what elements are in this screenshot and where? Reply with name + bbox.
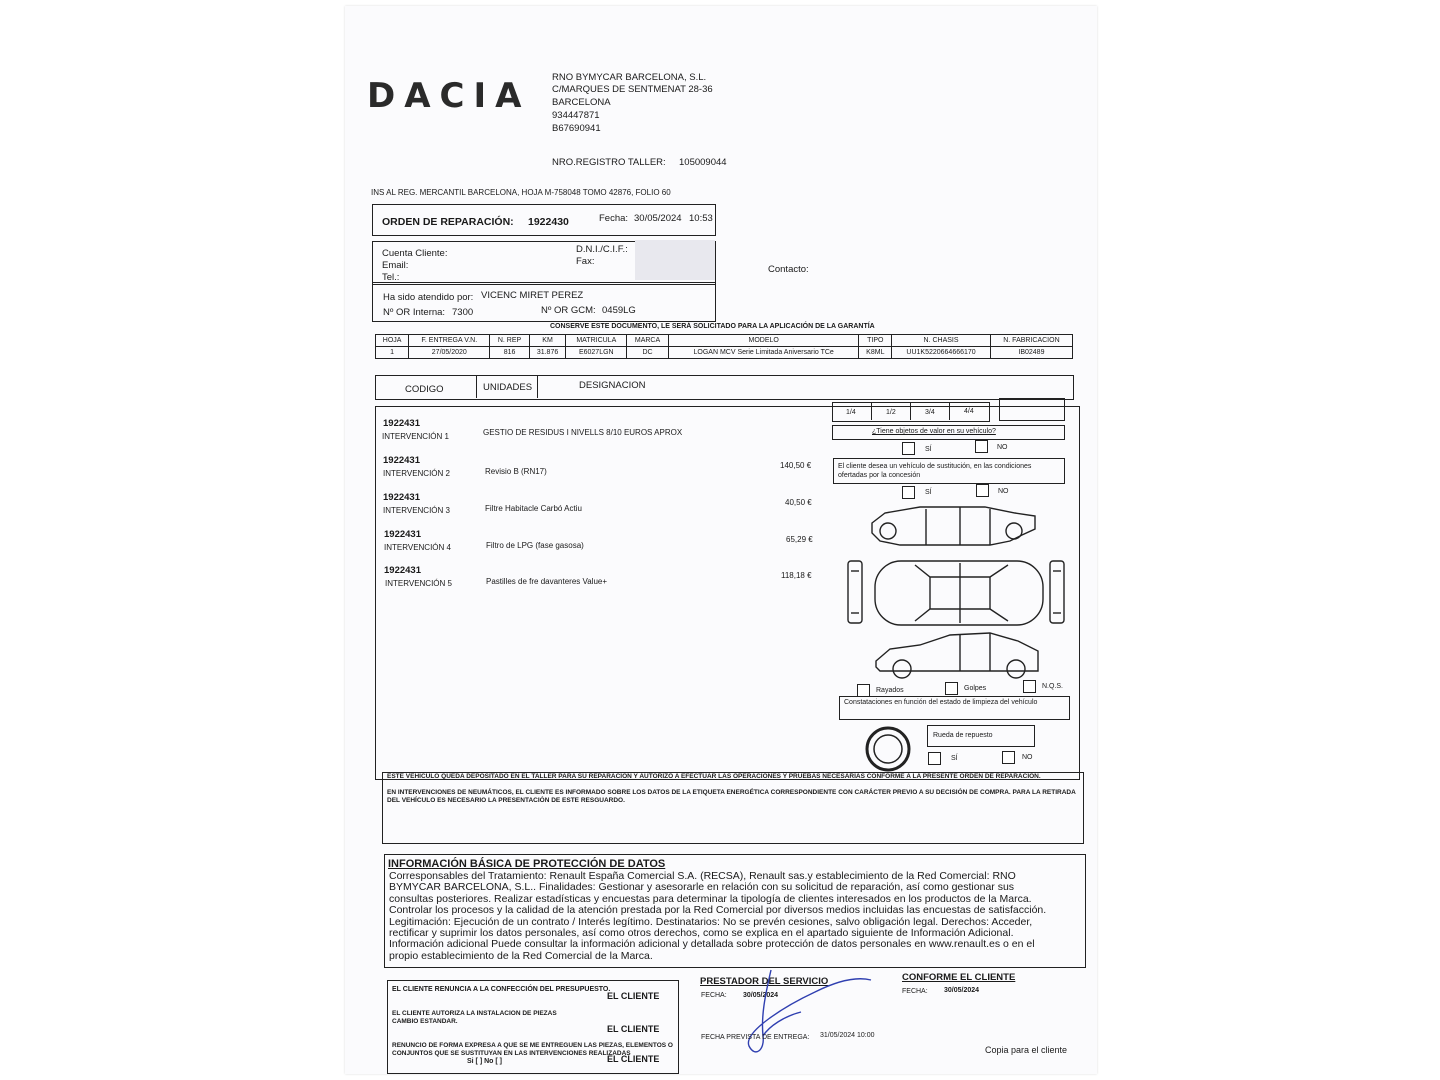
intervention-code: 1922431 <box>384 529 421 540</box>
car-damage-diagram[interactable] <box>840 501 1080 686</box>
intervention-price: 65,29 € <box>786 535 813 544</box>
order-date: 30/05/2024 <box>634 213 682 224</box>
attended-label: Ha sido atendido por: <box>383 292 474 303</box>
redacted-area <box>635 240 715 280</box>
vehicle-header-row <box>376 335 1073 347</box>
copia-cliente: Copia para el cliente <box>985 1045 1068 1055</box>
vehicle-value-cell: 27/05/2020 <box>409 347 490 359</box>
prestador-fecha: 30/05/2024 <box>743 992 779 999</box>
prestador-fecha-label: FECHA: <box>701 992 727 999</box>
renuncio-piezas: RENUNCIO DE FORMA EXPRESA A QUE SE ME ENTREGUEN LAS PIEZAS, ELEMENTOS O CONJUNTOS QUE SE SUSTITUYAN EN LAS INTERVENCIONES REALIZADAS <box>392 1042 673 1057</box>
intervention-desc: GESTIO DE RESIDUS I NIVELLS 8/10 EUROS APROX <box>483 428 683 437</box>
substitution-si-checkbox[interactable] <box>902 486 915 499</box>
autoriza-piezas: EL CLIENTE AUTORIZA LA INSTALACION DE PIEZAS CAMBIO ESTANDAR. <box>392 1010 557 1025</box>
or-gcm-label: Nº OR GCM: <box>541 305 596 316</box>
valuables-no-label: NO <box>997 444 1008 451</box>
fecha-prevista-value: 31/05/2024 10:00 <box>820 1032 875 1039</box>
cuenta-label: Cuenta Cliente: <box>382 248 448 259</box>
order-time: 10:53 <box>689 213 713 224</box>
deposit-notice-box <box>382 772 1084 844</box>
car-front-view <box>848 561 862 623</box>
vehicle-value-cell: IB02489 <box>990 347 1072 359</box>
vehicle-table <box>375 334 1073 359</box>
intervention-code: 1922431 <box>383 418 420 429</box>
intervention-price: 140,50 € <box>780 461 812 470</box>
conforme-fecha: 30/05/2024 <box>944 987 980 994</box>
fuel-divider <box>871 402 872 420</box>
fecha-prevista-label: FECHA PREVISTA DE ENTREGA: <box>701 1034 810 1041</box>
vehicle-header-cell: N. REP <box>490 335 529 347</box>
repair-order-document <box>345 6 1097 1074</box>
vehicle-value-cell: 1 <box>376 347 409 359</box>
vehicle-header-cell: N. FABRICACION <box>990 335 1072 347</box>
company-city: BARCELONA <box>552 97 611 108</box>
fuel-half[interactable]: 1/2 <box>886 409 896 416</box>
fuel-divider <box>949 402 950 420</box>
renuncio-si-no[interactable]: Si [ ] No [ ] <box>467 1058 502 1065</box>
spare-wheel-icon <box>863 724 913 774</box>
valuables-no-checkbox[interactable] <box>975 440 988 453</box>
contacto-label: Contacto: <box>768 264 809 275</box>
intervention-desc: Revisio B (RN17) <box>485 467 547 476</box>
valuables-si-label: SÍ <box>925 446 932 453</box>
unidades-header: UNIDADES <box>483 382 533 393</box>
deposit-notice-2: EN INTERVENCIONES DE NEUMÁTICOS, EL CLIENTE ES INFORMADO SOBRE LOS DATOS DE LA ETIQUETA ENERGÉTICA CORRESPONDIENTE CON CARÁCTER PREVIO A SU DECISIÓN DE COMPRA. PARA LA RETIRADA DEL VEHÍCULO ES NECESARIO LA PRESENTACIÓN DE ESTE RESGUARDO. <box>387 789 1076 804</box>
mercantil-info: INS AL REG. MERCANTIL BARCELONA, HOJA M-758048 TOMO 42876, FOLIO 60 <box>371 188 671 197</box>
valuables-si-checkbox[interactable] <box>902 442 915 455</box>
substitution-question: El cliente desea un vehículo de sustitución, en las condiciones ofertadas por la concesión <box>838 463 1032 479</box>
fuel-three-quarters[interactable]: 3/4 <box>925 409 935 416</box>
codigo-header: CODIGO <box>405 384 444 395</box>
intervention-code: 1922431 <box>383 455 420 466</box>
intervention-desc: Filtre Habitacle Carbó Actiu <box>485 504 582 513</box>
spare-wheel-label: Rueda de repuesto <box>933 732 993 739</box>
email-label: Email: <box>382 260 409 271</box>
car-side-view-bottom <box>876 633 1038 671</box>
intervention-label: INTERVENCIÓN 3 <box>383 506 450 515</box>
el-cliente-2: EL CLIENTE <box>607 1024 660 1034</box>
intervention-code: 1922431 <box>384 565 421 576</box>
prestador-title: PRESTADOR DEL SERVICIO <box>700 976 829 987</box>
intervention-price: 118,18 € <box>781 571 812 580</box>
signature <box>725 966 875 1066</box>
substitution-si-label: SÍ <box>925 489 932 496</box>
car-plan-view <box>875 561 1043 625</box>
intervention-label: INTERVENCIÓN 1 <box>382 432 449 441</box>
vehicle-value-cell: 31.876 <box>529 347 566 359</box>
cleaning-text: Constataciones en función del estado de limpieza del vehículo <box>844 699 1038 706</box>
renuncia-presupuesto: EL CLIENTE RENUNCIA A LA CONFECCIÓN DEL PRESUPUESTO. <box>392 986 611 993</box>
intervention-code: 1922431 <box>383 492 420 503</box>
fax-label: Fax: <box>576 256 595 267</box>
spare-si-label: SÍ <box>951 755 958 762</box>
nqs-label: N.Q.S. <box>1042 683 1064 690</box>
vehicle-header-cell: TIPO <box>859 335 892 347</box>
spare-no-label: NO <box>1022 754 1033 761</box>
intervention-label: INTERVENCIÓN 4 <box>384 543 451 552</box>
intervention-desc: Filtro de LPG (fase gasosa) <box>486 541 584 550</box>
columns-header-box <box>375 375 1074 400</box>
vehicle-header-cell: MATRICULA <box>566 335 627 347</box>
company-address: C/MARQUES DE SENTMENAT 28-36 <box>552 84 713 95</box>
car-rear-view <box>1050 561 1064 623</box>
privacy-text: Corresponsables del Tratamiento: Renault España Comercial S.A. (RECSA), Renault sas.y establecimiento de la Red Comercial: RNO BYMYCAR BARCELONA, S.L.. Finalidades: Gestionar y asesorarle en relación con su solicitud de reparación, así como gestionar sus consultas posteriores. Realizar estadísticas y encuestas para determinar la tipología de clientes interesados en los productos de la Marca. Controlar los procesos y la calidad de la atención prestada por la Red Comercial por diversos medios incluidas las encuestas de satisfacción. Legitimación: Ejecución de un contrato / Interés legítimo. Destinatarios: No se prevén cesiones, salvo obligación legal. Derechos: Acceder, rectificar y suprimir los datos personales, así como otros derechos, como se explica en el apartado siguiente de Información Adicional. Información adicional Puede consultar la información adicional y detallada sobre protección de datos personales en www.renault.es o en el propio establecimiento de la Red Comercial de la Marca. <box>389 870 1047 962</box>
vehicle-value-row <box>376 347 1073 359</box>
deposit-notice-1: ESTE VEHICULO QUEDA DEPOSITADO EN EL TALLER PARA SU REPARACIÓN Y AUTORIZO A EFECTUAR LAS OPERACIONES Y PRUEBAS NECESARIAS CONFORME A LA PRESENTE ORDEN DE REPARACIÓN. <box>387 773 1041 780</box>
company-phone: 934447871 <box>552 110 600 121</box>
vehicle-header-cell: MARCA <box>627 335 669 347</box>
vehicle-value-cell: UU1K5220664666170 <box>892 347 991 359</box>
attended-name: VICENC MIRET PEREZ <box>481 290 584 301</box>
el-cliente-3: EL CLIENTE <box>607 1054 660 1064</box>
privacy-title: INFORMACIÓN BÁSICA DE PROTECCIÓN DE DATOS <box>388 858 666 870</box>
vehicle-header-cell: F. ENTREGA V.N. <box>409 335 490 347</box>
or-gcm-value: 0459LG <box>602 305 636 316</box>
vehicle-header-cell: MODELO <box>668 335 859 347</box>
conforme-title: CONFORME EL CLIENTE <box>902 972 1016 983</box>
column-divider <box>476 375 477 398</box>
fuel-full[interactable]: 4/4 <box>964 408 974 415</box>
order-number: 1922430 <box>528 216 569 228</box>
vehicle-header-cell: HOJA <box>376 335 409 347</box>
vehicle-value-cell: K8ML <box>859 347 892 359</box>
or-interna-value: 7300 <box>452 307 474 318</box>
order-date-label: Fecha: <box>599 213 629 224</box>
vehicle-value-cell: DC <box>627 347 669 359</box>
intervention-price: 40,50 € <box>785 498 812 507</box>
vehicle-header-cell: KM <box>529 335 566 347</box>
dni-label: D.N.I./C.I.F.: <box>576 244 628 255</box>
el-cliente-1: EL CLIENTE <box>607 991 660 1001</box>
intervention-label: INTERVENCIÓN 2 <box>383 469 450 478</box>
order-title: ORDEN DE REPARACIÓN: <box>382 216 514 228</box>
vehicle-value-cell: LOGAN MCV Serie Limitada Aniversario TCe <box>668 347 859 359</box>
conserve-notice: CONSERVE ESTE DOCUMENTO, LE SERÁ SOLICITADO PARA LA APLICACIÓN DE LA GARANTÍA <box>550 323 875 330</box>
or-interna-label: Nº OR Interna: <box>383 307 446 318</box>
company-cif: B67690941 <box>552 123 601 134</box>
designacion-header: DESIGNACION <box>579 380 646 391</box>
spare-si-checkbox[interactable] <box>928 752 941 765</box>
vehicle-value-cell: 816 <box>490 347 529 359</box>
vehicle-header-cell: N. CHASIS <box>892 335 991 347</box>
dacia-logo: DACIA <box>367 76 531 116</box>
intervention-desc: Pastilles de fre davanteres Value+ <box>486 577 608 586</box>
tel-label: Tel.: <box>382 272 400 283</box>
golpes-checkbox[interactable] <box>945 682 958 695</box>
column-divider <box>537 375 538 398</box>
golpes-label: Golpes <box>964 685 987 692</box>
vehicle-value-cell: E6027LGN <box>566 347 627 359</box>
nqs-checkbox[interactable] <box>1023 680 1036 693</box>
intervention-label: INTERVENCIÓN 5 <box>385 579 452 588</box>
car-side-view-top <box>872 507 1035 545</box>
spare-no-checkbox[interactable] <box>1002 751 1015 764</box>
company-name: RNO BYMYCAR BARCELONA, S.L. <box>552 72 707 83</box>
fuel-divider <box>910 402 911 420</box>
registro-value: 105009044 <box>679 157 727 168</box>
substitution-no-checkbox[interactable] <box>976 484 989 497</box>
fuel-extra-box <box>999 398 1065 421</box>
registro-label: NRO.REGISTRO TALLER: <box>552 157 666 168</box>
substitution-no-label: NO <box>998 488 1009 495</box>
fuel-quarter[interactable]: 1/4 <box>846 409 856 416</box>
rayados-label: Rayados <box>876 687 904 694</box>
valuables-question: ¿Tiene objetos de valor en su vehículo? <box>872 428 996 435</box>
conforme-fecha-label: FECHA: <box>902 988 928 995</box>
